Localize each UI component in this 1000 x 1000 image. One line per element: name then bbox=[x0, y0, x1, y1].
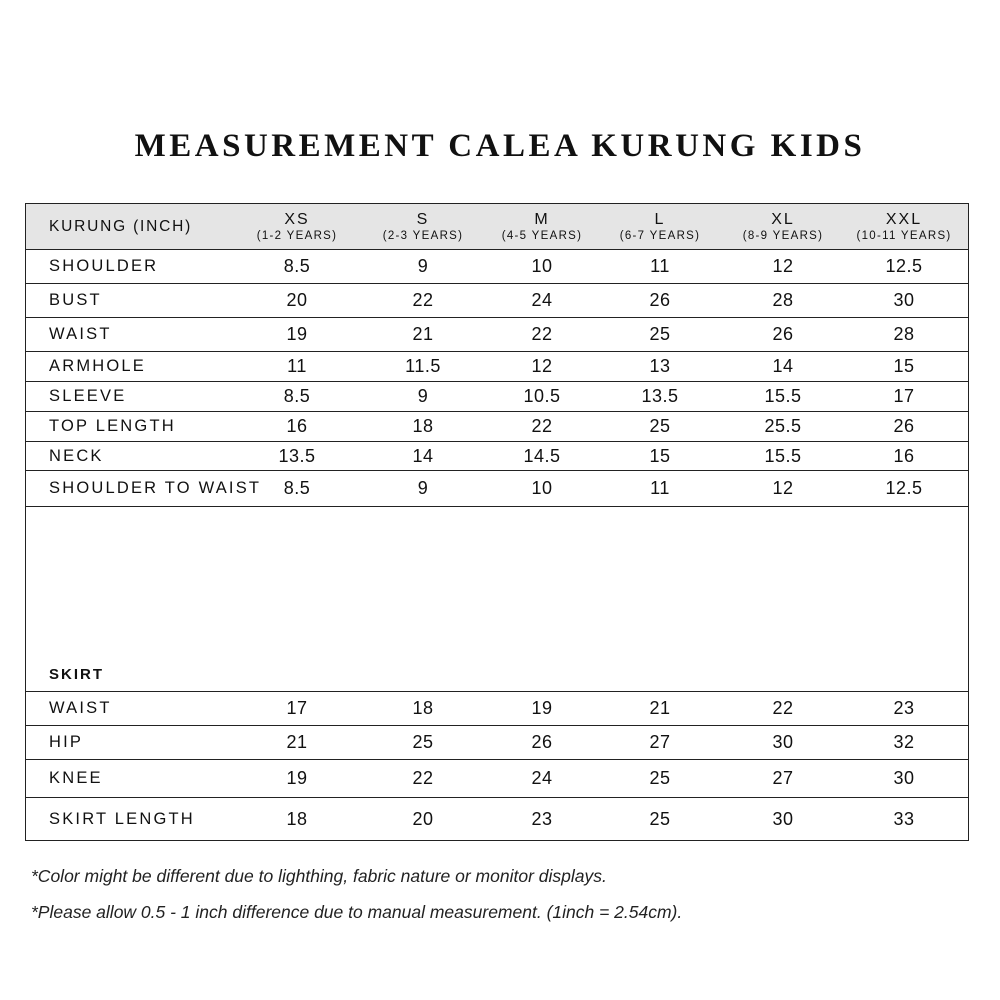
page-title: MEASUREMENT CALEA KURUNG KIDS bbox=[134, 128, 866, 164]
measurement-value: 18 bbox=[412, 698, 434, 718]
measurement-value: 8.5 bbox=[283, 478, 311, 498]
measurement-value: 27 bbox=[772, 768, 794, 788]
size-name: XXL bbox=[885, 210, 923, 228]
size-age-range: (6-7 YEARS) bbox=[619, 229, 701, 242]
measurement-value: 25 bbox=[649, 768, 671, 788]
measurement-note: *Please allow 0.5 - 1 inch difference due to manual measurement. (1inch = 2.54cm). bbox=[31, 902, 683, 922]
measurement-value: 17 bbox=[893, 386, 915, 406]
measurement-value: 19 bbox=[286, 324, 308, 344]
measurement-value: 14 bbox=[772, 356, 794, 376]
measurement-label: WAIST bbox=[49, 699, 112, 717]
size-age-range: (1-2 YEARS) bbox=[256, 229, 338, 242]
measurement-value: 17 bbox=[286, 698, 308, 718]
measurement-value: 20 bbox=[412, 808, 434, 829]
measurement-value: 18 bbox=[412, 416, 434, 436]
measurement-value: 25 bbox=[649, 808, 671, 829]
table-row bbox=[26, 798, 968, 840]
measurement-value: 11 bbox=[650, 256, 670, 276]
measurement-value: 25 bbox=[649, 416, 671, 436]
measurement-value: 21 bbox=[412, 324, 434, 344]
measurement-value: 22 bbox=[772, 698, 794, 718]
measurement-label: TOP LENGTH bbox=[49, 417, 176, 435]
measurement-value: 26 bbox=[649, 290, 671, 310]
skirt-section-divider bbox=[26, 204, 968, 692]
measurement-value: 21 bbox=[649, 698, 671, 718]
size-age-range: (10-11 YEARS) bbox=[856, 229, 952, 242]
measurement-value: 21 bbox=[286, 732, 308, 752]
measurement-value: 11.5 bbox=[405, 356, 441, 376]
measurement-value: 25 bbox=[412, 732, 434, 752]
measurement-label: BUST bbox=[49, 291, 102, 309]
measurement-value: 14 bbox=[412, 445, 434, 466]
measurement-value: 10.5 bbox=[523, 386, 561, 406]
measurement-value: 32 bbox=[893, 732, 915, 752]
measurement-label: NECK bbox=[49, 446, 104, 465]
measurement-value: 19 bbox=[531, 698, 553, 718]
measurement-value: 12.5 bbox=[885, 478, 923, 498]
size-name: XL bbox=[771, 210, 795, 228]
measurement-value: 9 bbox=[417, 386, 429, 406]
measurement-value: 24 bbox=[531, 290, 553, 310]
size-name: S bbox=[416, 210, 430, 228]
measurement-value: 16 bbox=[286, 416, 308, 436]
measurement-value: 14.5 bbox=[523, 445, 561, 466]
measurement-value: 26 bbox=[772, 324, 794, 344]
measurement-value: 15 bbox=[893, 356, 915, 376]
size-name: M bbox=[534, 210, 550, 228]
measurement-label: WAIST bbox=[49, 325, 112, 343]
table-row bbox=[26, 692, 968, 726]
measurement-label: SLEEVE bbox=[49, 387, 127, 405]
measurement-value: 15.5 bbox=[764, 386, 802, 406]
measurement-value: 25 bbox=[649, 324, 671, 344]
measurement-value: 27 bbox=[649, 732, 671, 752]
measurement-value: 12.5 bbox=[885, 256, 923, 276]
measurement-value: 30 bbox=[893, 290, 915, 310]
size-age-range: (4-5 YEARS) bbox=[501, 229, 583, 242]
skirt-section-heading: SKIRT bbox=[49, 666, 104, 683]
measurement-value: 24 bbox=[531, 768, 553, 788]
measurement-value: 11 bbox=[650, 478, 670, 498]
measurement-value: 30 bbox=[772, 732, 794, 752]
measurement-label: KNEE bbox=[49, 769, 103, 787]
table-row bbox=[26, 726, 968, 760]
measurement-value: 22 bbox=[412, 290, 434, 310]
measurement-value: 16 bbox=[893, 445, 915, 466]
measurement-value: 10 bbox=[531, 256, 553, 276]
measurement-value: 8.5 bbox=[283, 386, 311, 406]
measurement-value: 18 bbox=[286, 808, 308, 829]
measurement-value: 15.5 bbox=[764, 445, 802, 466]
measurement-label: SHOULDER TO WAIST bbox=[49, 479, 262, 497]
measurement-value: 12 bbox=[531, 356, 553, 376]
measurement-value: 25.5 bbox=[764, 416, 802, 436]
measurement-value: 13 bbox=[649, 356, 671, 376]
measurement-value: 15 bbox=[649, 445, 671, 466]
measurement-value: 26 bbox=[531, 732, 553, 752]
size-age-range: (8-9 YEARS) bbox=[742, 229, 824, 242]
measurement-value: 26 bbox=[893, 416, 915, 436]
measurement-value: 9 bbox=[417, 478, 429, 498]
table-row bbox=[26, 760, 968, 798]
measurement-value: 33 bbox=[893, 808, 915, 829]
measurement-value: 22 bbox=[412, 768, 434, 788]
size-chart-table bbox=[25, 203, 969, 841]
measurement-label: SKIRT LENGTH bbox=[49, 809, 195, 828]
measurement-value: 20 bbox=[286, 290, 308, 310]
measurement-value: 12 bbox=[772, 256, 794, 276]
measurement-value: 13.5 bbox=[641, 386, 679, 406]
measurement-label: HIP bbox=[49, 733, 84, 751]
measurement-value: 28 bbox=[772, 290, 794, 310]
measurement-value: 10 bbox=[531, 478, 553, 498]
measurement-label: ARMHOLE bbox=[49, 357, 146, 375]
measurement-value: 28 bbox=[893, 324, 915, 344]
measurement-value: 22 bbox=[531, 416, 553, 436]
measurement-value: 12 bbox=[772, 478, 794, 498]
measurement-value: 23 bbox=[893, 698, 915, 718]
color-note: *Color might be different due to lighthing, fabric nature or monitor displays. bbox=[31, 866, 607, 886]
measurement-value: 13.5 bbox=[278, 445, 316, 466]
measurement-value: 19 bbox=[286, 768, 308, 788]
measurement-value: 30 bbox=[772, 808, 794, 829]
measurement-value: 23 bbox=[531, 808, 553, 829]
size-name: XS bbox=[284, 210, 310, 228]
measurement-value: 30 bbox=[893, 768, 915, 788]
size-name: L bbox=[654, 210, 666, 228]
measurement-value: 9 bbox=[417, 256, 429, 276]
measurement-value: 8.5 bbox=[283, 256, 311, 276]
measurement-value: 22 bbox=[531, 324, 553, 344]
header-label: KURUNG (INCH) bbox=[49, 217, 193, 235]
size-age-range: (2-3 YEARS) bbox=[382, 229, 464, 242]
measurement-value: 11 bbox=[287, 356, 307, 376]
measurement-label: SHOULDER bbox=[49, 257, 159, 275]
